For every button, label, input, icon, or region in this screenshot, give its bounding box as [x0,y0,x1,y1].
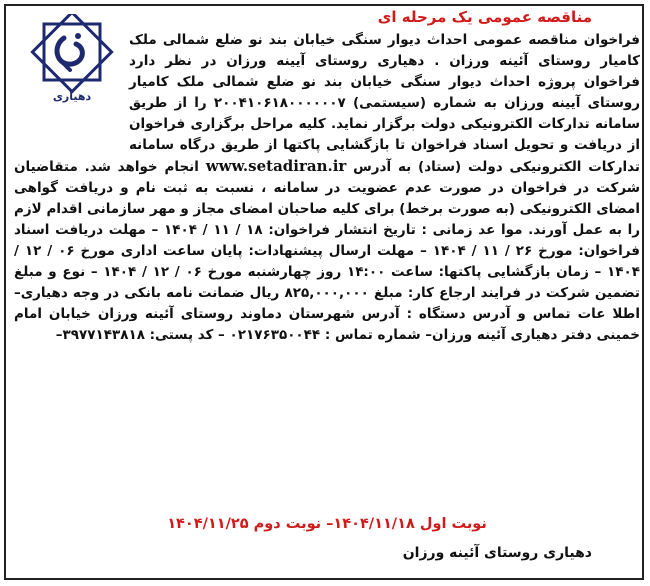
notice-title: مناقصه عمومی یک مرحله ای [377,8,592,26]
notice-paragraph-2: متقاضیان شرکت در فراخوان در صورت عدم عضویت در سامانه ، نسبت به ثبت نام و دریافت گواهی امضای الکترونیکی (به صورت برخط) برای کلیه صاحبان امضای مجاز و مهر سازمانی اقدام لازم را به عمل آورند. موا عد زمانی : تاریخ انتشار فراخوان: ۱۸ / ۱۱ / ۱۴۰۴ – مهلت دریافت اسناد فراخوان: مورخ ۲۶ / ۱۱ / ۱۴۰۴ – مهلت ارسال پیشنهادات: پایان ساعت اداری مورخ ۰۶ / ۱۲ / ۱۴۰۴ – زمان بازگشایی پاکتها: ساعت ۱۴:۰۰ روز چهارشنبه مورخ ۰۶ / ۱۲ / ۱۴۰۴ – نوع و مبلغ تضمین شرکت در فرایند ارجاع کار: مبلغ ۸۲۵,۰۰۰,۰۰۰ ریال ضمانت نامه بانکی در وجه دهیاری– اطلا عات تماس و آدرس دستگاه : آدرس شهرستان دماوند روستای آئینه ورزان خیابان امام خمینی دفتر دهیاری آئینه ورزان– شماره تماس : ۰۲۱۷۶۳۵۰۰۴۴ – کد پستی: ۳۹۷۷۱۴۳۸۱۸– [14,159,640,343]
signature: دهیاری روستای آئینه ورزان [402,545,592,561]
publication-schedule: نوبت اول ۱۴۰۴/۱۱/۱۸– نوبت دوم ۱۴۰۴/۱۱/۲۵ [167,516,487,532]
notice-paragraph-1-end: انجام خواهد شد. [84,159,199,175]
logo-spacer [14,30,129,136]
notice-body [14,30,640,346]
logo-text: دهیاری [52,90,92,103]
notice-paragraph-1: فراخوان مناقصه عمومی احداث دیوار سنگی خیابان بند نو ضلع شمالی ملک کامیار روستای آئینه ورزان . دهیاری روستای آیینه ورزان در نظر دارد فراخوان پروژه احداث دیوار سنگی خیابان بند نو ضلع شمالی ملک کامیار روستای آیینه ورزان به شماره (سیستمی) ۲۰۰۴۱۰۶۱۸۰۰۰۰۰۰۷ را از طریق سامانه تدارکات الکترونیکی دولت برگزار نماید. کلیه مراحل برگزاری فراخوان از دریافت و تحویل اسناد فراخوان تا بازگشایی پاکتها از طریق درگاه سامانه تدارکات الکترونیکی دولت (ستاد) به آدرس [129,32,641,175]
setadiran-link[interactable]: www.setadiran.ir [205,157,347,175]
